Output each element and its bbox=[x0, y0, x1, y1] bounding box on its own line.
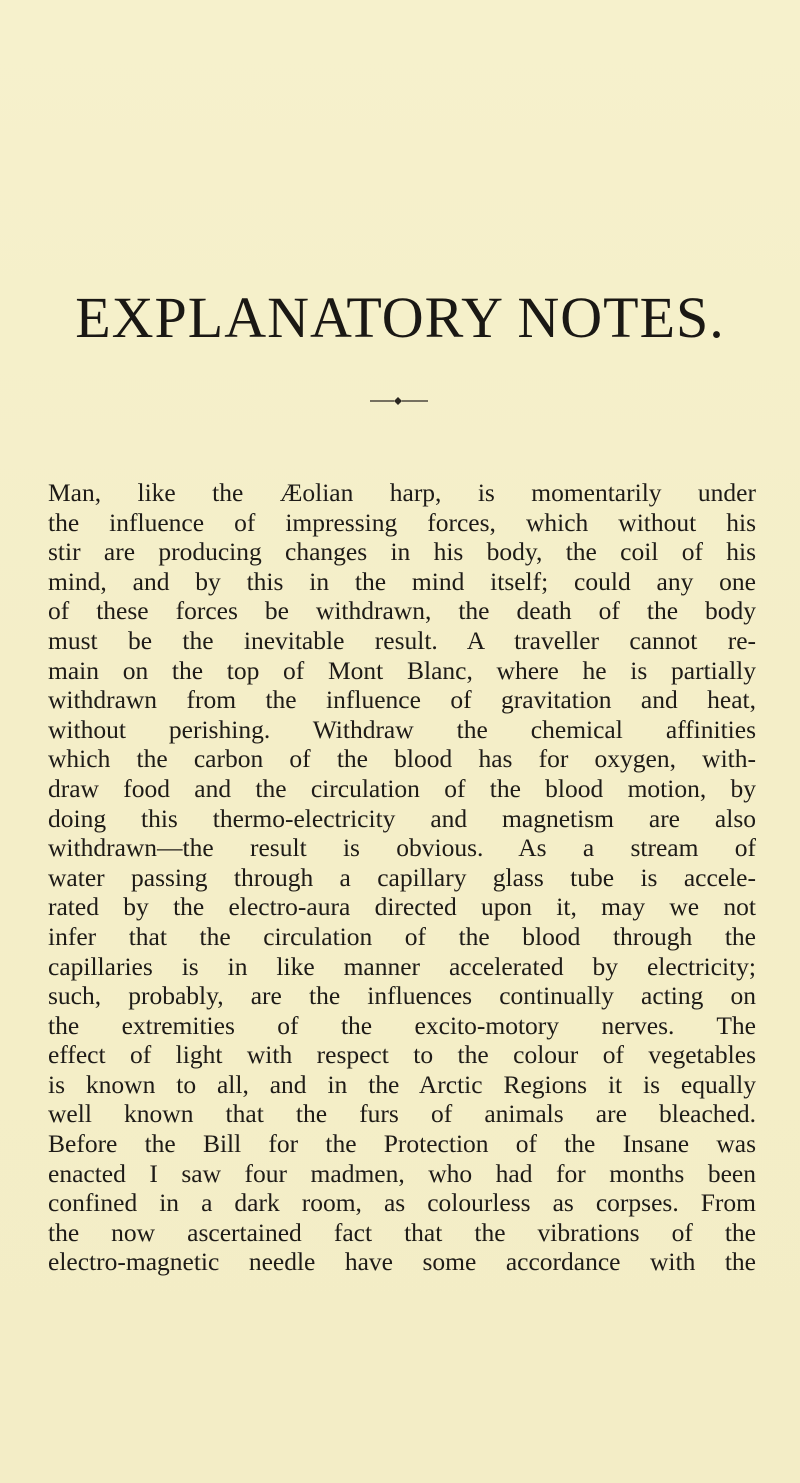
text-line: the now ascertained fact that the vibrations of the bbox=[48, 1217, 756, 1247]
text-line: the extremities of the excito-motory nerves. The bbox=[48, 1010, 756, 1040]
text-line: rated by the electro-aura directed upon it, may we not bbox=[48, 892, 756, 922]
text-line: mind, and by this in the mind itself; could any one bbox=[48, 566, 756, 596]
ornament-divider-icon bbox=[370, 395, 428, 407]
text-line: withdrawn—the result is obvious. As a stream of bbox=[48, 833, 756, 863]
text-line: infer that the circulation of the blood through the bbox=[48, 921, 756, 951]
text-line: Man, like the Æolian harp, is momentarily under bbox=[48, 478, 756, 507]
text-line: withdrawn from the influence of gravitation and heat, bbox=[48, 685, 756, 715]
text-line: which the carbon of the blood has for oxygen, with- bbox=[48, 744, 756, 774]
text-line: without perishing. Withdraw the chemical affinities bbox=[48, 714, 756, 744]
text-line: such, probably, are the influences continually acting on bbox=[48, 981, 756, 1011]
text-line: confined in a dark room, as colourless as corpses. From bbox=[48, 1188, 756, 1218]
text-line: draw food and the circulation of the blood motion, by bbox=[48, 773, 756, 803]
text-line: doing this thermo-electricity and magnetism are also bbox=[48, 803, 756, 833]
text-line: electro-magnetic needle have some accordance with the bbox=[48, 1247, 756, 1277]
text-line: well known that the furs of animals are bleached. bbox=[48, 1099, 756, 1129]
text-line: is known to all, and in the Arctic Regions it is equally bbox=[48, 1069, 756, 1099]
page-title: EXPLANATORY NOTES. bbox=[75, 285, 725, 350]
text-line: main on the top of Mont Blanc, where he is partially bbox=[48, 655, 756, 685]
text-line: enacted I saw four madmen, who had for months been bbox=[48, 1158, 756, 1188]
text-line: Before the Bill for the Protection of the Insane was bbox=[48, 1129, 756, 1159]
text-line: effect of light with respect to the colour of vegetables bbox=[48, 1040, 756, 1070]
text-line: stir are producing changes in his body, the coil of his bbox=[48, 537, 756, 567]
text-line: capillaries is in like manner accelerated by electricity; bbox=[48, 951, 756, 981]
text-line: of these forces be withdrawn, the death of the body bbox=[48, 596, 756, 626]
text-line: water passing through a capillary glass tube is accele- bbox=[48, 862, 756, 892]
text-line: the influence of impressing forces, which without his bbox=[48, 507, 756, 537]
text-line: must be the inevitable result. A traveller cannot re- bbox=[48, 625, 756, 655]
paragraph bbox=[48, 478, 756, 1277]
